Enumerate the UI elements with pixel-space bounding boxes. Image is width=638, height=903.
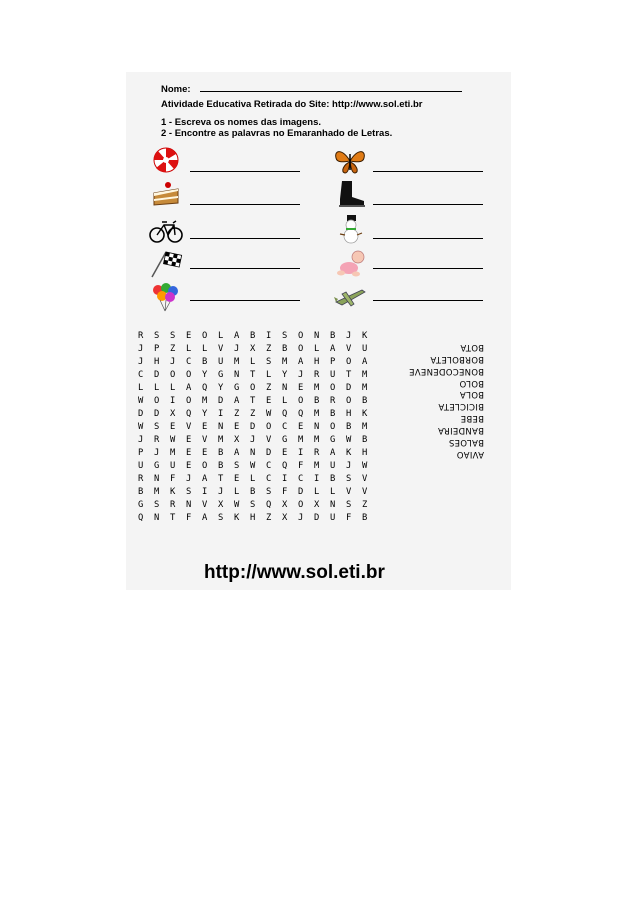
balloons-icon: [148, 282, 184, 312]
word-list-item: BALOES: [448, 437, 484, 448]
grid-cell[interactable]: B: [362, 435, 368, 445]
answer-line-cake[interactable]: [190, 204, 300, 205]
grid-cell[interactable]: A: [202, 513, 208, 523]
grid-cell[interactable]: Q: [138, 513, 144, 523]
grid-cell[interactable]: R: [314, 448, 320, 458]
grid-cell[interactable]: F: [282, 487, 288, 497]
grid-cell[interactable]: S: [250, 500, 256, 510]
grid-cell[interactable]: Z: [170, 344, 176, 354]
grid-cell[interactable]: B: [282, 344, 288, 354]
grid-cell[interactable]: R: [330, 396, 336, 406]
grid-cell[interactable]: O: [202, 331, 208, 341]
grid-cell[interactable]: E: [186, 331, 192, 341]
grid-cell[interactable]: Y: [202, 409, 208, 419]
grid-cell[interactable]: M: [154, 487, 160, 497]
grid-cell[interactable]: S: [266, 487, 272, 497]
grid-cell[interactable]: M: [202, 396, 208, 406]
grid-cell[interactable]: F: [346, 513, 352, 523]
grid-cell[interactable]: Q: [282, 409, 288, 419]
grid-cell[interactable]: I: [218, 409, 224, 419]
grid-cell[interactable]: K: [170, 487, 176, 497]
grid-cell[interactable]: B: [250, 331, 256, 341]
grid-cell[interactable]: N: [154, 474, 160, 484]
grid-cell[interactable]: C: [282, 422, 288, 432]
grid-cell[interactable]: Y: [202, 370, 208, 380]
cake-slice-icon: [148, 179, 184, 209]
grid-cell[interactable]: L: [154, 383, 160, 393]
grid-cell[interactable]: E: [282, 448, 288, 458]
word-search-grid: [138, 330, 378, 525]
grid-cell[interactable]: S: [282, 331, 288, 341]
grid-cell[interactable]: L: [266, 370, 272, 380]
grid-cell[interactable]: B: [362, 396, 368, 406]
grid-cell[interactable]: E: [298, 383, 304, 393]
grid-cell[interactable]: J: [138, 357, 144, 367]
grid-cell[interactable]: S: [170, 331, 176, 341]
grid-cell[interactable]: S: [154, 331, 160, 341]
grid-cell[interactable]: A: [330, 448, 336, 458]
grid-cell[interactable]: L: [234, 487, 240, 497]
grid-cell[interactable]: O: [154, 396, 160, 406]
grid-cell[interactable]: U: [330, 370, 336, 380]
grid-cell[interactable]: W: [170, 435, 176, 445]
grid-cell[interactable]: Z: [266, 383, 272, 393]
grid-cell[interactable]: O: [330, 422, 336, 432]
grid-cell[interactable]: V: [218, 344, 224, 354]
snowman-doll-icon: [332, 214, 368, 244]
grid-cell[interactable]: O: [346, 396, 352, 406]
grid-cell[interactable]: B: [314, 396, 320, 406]
grid-cell[interactable]: S: [186, 487, 192, 497]
grid-cell[interactable]: U: [170, 461, 176, 471]
grid-cell[interactable]: A: [298, 357, 304, 367]
grid-cell[interactable]: W: [138, 422, 144, 432]
word-list-item: AVIAO: [456, 449, 484, 460]
grid-cell[interactable]: A: [202, 474, 208, 484]
grid-cell[interactable]: A: [330, 344, 336, 354]
grid-cell[interactable]: N: [234, 370, 240, 380]
grid-cell[interactable]: N: [282, 383, 288, 393]
grid-cell[interactable]: T: [250, 396, 256, 406]
grid-cell[interactable]: O: [250, 383, 256, 393]
grid-cell[interactable]: T: [170, 513, 176, 523]
bicycle-icon: [148, 217, 184, 247]
grid-cell[interactable]: Y: [218, 383, 224, 393]
grid-cell[interactable]: B: [218, 448, 224, 458]
grid-cell[interactable]: Z: [266, 513, 272, 523]
grid-cell[interactable]: A: [234, 448, 240, 458]
grid-cell[interactable]: Z: [234, 409, 240, 419]
grid-cell[interactable]: C: [138, 370, 144, 380]
grid-cell[interactable]: M: [234, 357, 240, 367]
grid-cell[interactable]: M: [314, 461, 320, 471]
grid-cell[interactable]: M: [298, 435, 304, 445]
grid-cell[interactable]: O: [298, 331, 304, 341]
grid-cell[interactable]: E: [202, 448, 208, 458]
grid-cell[interactable]: G: [218, 370, 224, 380]
grid-cell[interactable]: L: [202, 344, 208, 354]
grid-cell[interactable]: B: [250, 487, 256, 497]
grid-cell[interactable]: L: [314, 487, 320, 497]
grid-cell[interactable]: B: [330, 331, 336, 341]
grid-cell[interactable]: D: [138, 409, 144, 419]
grid-cell[interactable]: C: [186, 357, 192, 367]
grid-cell[interactable]: A: [362, 357, 368, 367]
grid-cell[interactable]: J: [154, 448, 160, 458]
grid-cell[interactable]: B: [330, 409, 336, 419]
grid-cell[interactable]: J: [346, 461, 352, 471]
grid-cell[interactable]: L: [218, 331, 224, 341]
airplane-icon: [332, 282, 368, 312]
grid-cell[interactable]: R: [314, 370, 320, 380]
answer-line-airplane[interactable]: [373, 300, 483, 301]
grid-cell[interactable]: H: [250, 513, 256, 523]
grid-cell[interactable]: I: [282, 474, 288, 484]
grid-cell[interactable]: W: [266, 409, 272, 419]
grid-cell[interactable]: N: [186, 500, 192, 510]
grid-cell[interactable]: E: [298, 422, 304, 432]
grid-cell[interactable]: U: [218, 357, 224, 367]
grid-cell[interactable]: V: [266, 435, 272, 445]
word-list-item: BOTA: [460, 341, 484, 352]
grid-cell[interactable]: D: [298, 487, 304, 497]
grid-cell[interactable]: E: [170, 422, 176, 432]
checkered-flag-icon: [148, 248, 184, 278]
boot-icon: [332, 179, 368, 209]
grid-cell[interactable]: L: [138, 383, 144, 393]
grid-cell[interactable]: Z: [250, 409, 256, 419]
grid-cell[interactable]: L: [330, 487, 336, 497]
grid-cell[interactable]: E: [234, 474, 240, 484]
grid-cell[interactable]: S: [346, 500, 352, 510]
grid-cell[interactable]: I: [202, 487, 208, 497]
grid-cell[interactable]: B: [362, 513, 368, 523]
grid-cell[interactable]: D: [154, 409, 160, 419]
grid-cell[interactable]: S: [266, 357, 272, 367]
word-list-item: BOLO: [459, 377, 484, 388]
grid-cell[interactable]: V: [186, 422, 192, 432]
grid-cell[interactable]: G: [138, 500, 144, 510]
grid-cell[interactable]: M: [314, 383, 320, 393]
grid-cell[interactable]: H: [314, 357, 320, 367]
grid-cell[interactable]: O: [186, 396, 192, 406]
grid-cell[interactable]: G: [282, 435, 288, 445]
grid-cell[interactable]: V: [346, 487, 352, 497]
grid-cell[interactable]: R: [138, 474, 144, 484]
grid-cell[interactable]: D: [154, 370, 160, 380]
grid-cell[interactable]: W: [250, 461, 256, 471]
grid-cell[interactable]: K: [346, 448, 352, 458]
grid-cell[interactable]: O: [330, 383, 336, 393]
grid-cell[interactable]: E: [266, 396, 272, 406]
word-list-item: BONECODENEVE: [408, 365, 484, 376]
grid-cell[interactable]: H: [362, 448, 368, 458]
grid-cell[interactable]: V: [202, 435, 208, 445]
grid-cell[interactable]: N: [314, 422, 320, 432]
grid-cell[interactable]: M: [362, 422, 368, 432]
grid-cell[interactable]: L: [282, 396, 288, 406]
grid-cell[interactable]: B: [202, 357, 208, 367]
instruction-1: 1 - Escreva os nomes das imagens.: [161, 117, 321, 128]
grid-cell[interactable]: J: [138, 344, 144, 354]
grid-cell[interactable]: G: [154, 461, 160, 471]
grid-cell[interactable]: Z: [266, 344, 272, 354]
grid-cell[interactable]: Q: [266, 500, 272, 510]
grid-cell[interactable]: J: [218, 487, 224, 497]
grid-cell[interactable]: T: [218, 474, 224, 484]
grid-cell[interactable]: J: [170, 357, 176, 367]
grid-cell[interactable]: S: [154, 422, 160, 432]
grid-cell[interactable]: H: [154, 357, 160, 367]
grid-cell[interactable]: F: [186, 513, 192, 523]
grid-cell[interactable]: A: [234, 331, 240, 341]
grid-cell[interactable]: E: [186, 435, 192, 445]
grid-cell[interactable]: T: [250, 370, 256, 380]
grid-cell[interactable]: B: [138, 487, 144, 497]
grid-cell[interactable]: M: [362, 383, 368, 393]
instruction-2: 2 - Encontre as palavras no Emaranhado de Letras.: [161, 128, 393, 139]
grid-cell[interactable]: L: [314, 344, 320, 354]
grid-cell[interactable]: I: [170, 396, 176, 406]
grid-cell[interactable]: B: [346, 422, 352, 432]
grid-cell[interactable]: J: [186, 474, 192, 484]
name-answer-line: [200, 91, 462, 92]
grid-cell[interactable]: O: [298, 396, 304, 406]
grid-cell[interactable]: V: [346, 344, 352, 354]
grid-cell[interactable]: T: [346, 370, 352, 380]
grid-cell[interactable]: J: [234, 344, 240, 354]
answer-line-candy[interactable]: [190, 171, 300, 172]
grid-cell[interactable]: W: [234, 500, 240, 510]
grid-cell[interactable]: O: [186, 370, 192, 380]
word-list-item: BEBE: [460, 413, 484, 424]
grid-cell[interactable]: L: [170, 383, 176, 393]
source-line: Atividade Educativa Retirada do Site: http://www.sol.eti.br: [161, 99, 423, 110]
grid-cell[interactable]: J: [298, 513, 304, 523]
grid-cell[interactable]: D: [250, 422, 256, 432]
answer-line-butterfly[interactable]: [373, 171, 483, 172]
grid-cell[interactable]: K: [362, 409, 368, 419]
word-list: [394, 340, 484, 459]
grid-cell[interactable]: J: [138, 435, 144, 445]
grid-cell[interactable]: I: [314, 474, 320, 484]
grid-cell[interactable]: C: [298, 474, 304, 484]
grid-cell[interactable]: F: [170, 474, 176, 484]
grid-cell[interactable]: J: [346, 331, 352, 341]
grid-cell[interactable]: X: [234, 435, 240, 445]
grid-cell[interactable]: Q: [282, 461, 288, 471]
answer-line-bicycle[interactable]: [190, 238, 300, 239]
grid-cell[interactable]: K: [234, 513, 240, 523]
grid-cell[interactable]: I: [266, 331, 272, 341]
grid-cell[interactable]: X: [250, 344, 256, 354]
grid-cell[interactable]: U: [138, 461, 144, 471]
worksheet: [126, 72, 511, 590]
grid-cell[interactable]: K: [362, 331, 368, 341]
grid-cell[interactable]: S: [234, 461, 240, 471]
grid-cell[interactable]: N: [154, 513, 160, 523]
grid-cell[interactable]: E: [202, 422, 208, 432]
grid-cell[interactable]: W: [362, 461, 368, 471]
grid-cell[interactable]: D: [346, 383, 352, 393]
word-list-item: BICICLETA: [438, 401, 484, 412]
grid-cell[interactable]: N: [250, 448, 256, 458]
grid-cell[interactable]: O: [202, 461, 208, 471]
grid-cell[interactable]: X: [218, 500, 224, 510]
grid-cell[interactable]: L: [250, 474, 256, 484]
grid-cell[interactable]: E: [186, 461, 192, 471]
grid-cell[interactable]: J: [250, 435, 256, 445]
grid-cell[interactable]: V: [362, 487, 368, 497]
grid-cell[interactable]: M: [170, 448, 176, 458]
grid-cell[interactable]: F: [298, 461, 304, 471]
grid-cell[interactable]: N: [314, 331, 320, 341]
grid-cell[interactable]: Z: [362, 500, 368, 510]
grid-cell[interactable]: S: [154, 500, 160, 510]
grid-cell[interactable]: B: [218, 461, 224, 471]
grid-cell[interactable]: O: [346, 357, 352, 367]
grid-cell[interactable]: U: [362, 344, 368, 354]
grid-cell[interactable]: O: [298, 344, 304, 354]
butterfly-icon: [332, 146, 368, 176]
grid-cell[interactable]: O: [170, 370, 176, 380]
grid-cell[interactable]: M: [314, 435, 320, 445]
grid-cell[interactable]: R: [154, 435, 160, 445]
grid-cell[interactable]: I: [298, 448, 304, 458]
grid-cell[interactable]: Q: [202, 383, 208, 393]
grid-cell[interactable]: D: [314, 513, 320, 523]
name-label: Nome:: [161, 84, 191, 95]
answer-line-flag[interactable]: [190, 268, 300, 269]
grid-cell[interactable]: X: [282, 513, 288, 523]
word-list-item: BANDEIRA: [437, 425, 484, 436]
word-list-item: BOLA: [459, 389, 484, 400]
grid-cell[interactable]: C: [266, 474, 272, 484]
grid-cell[interactable]: O: [298, 500, 304, 510]
word-list-item: BORBOLETA: [430, 353, 484, 364]
grid-cell[interactable]: X: [314, 500, 320, 510]
answer-line-boot[interactable]: [373, 204, 483, 205]
grid-cell[interactable]: M: [218, 435, 224, 445]
grid-cell[interactable]: D: [218, 396, 224, 406]
grid-cell[interactable]: Y: [282, 370, 288, 380]
footer-url: http://www.sol.eti.br: [204, 562, 385, 583]
grid-cell[interactable]: M: [314, 409, 320, 419]
answer-line-baby[interactable]: [373, 268, 483, 269]
grid-cell[interactable]: D: [266, 448, 272, 458]
grid-cell[interactable]: C: [266, 461, 272, 471]
grid-cell[interactable]: M: [282, 357, 288, 367]
grid-cell[interactable]: P: [154, 344, 160, 354]
grid-cell[interactable]: A: [186, 383, 192, 393]
grid-cell[interactable]: N: [218, 422, 224, 432]
grid-cell[interactable]: P: [330, 357, 336, 367]
grid-cell[interactable]: U: [330, 461, 336, 471]
peppermint-candy-icon: [148, 146, 184, 176]
grid-cell[interactable]: B: [330, 474, 336, 484]
grid-cell[interactable]: J: [298, 370, 304, 380]
grid-cell[interactable]: X: [282, 500, 288, 510]
grid-cell[interactable]: U: [330, 513, 336, 523]
grid-cell[interactable]: R: [138, 331, 144, 341]
grid-cell[interactable]: Q: [186, 409, 192, 419]
grid-cell[interactable]: R: [170, 500, 176, 510]
grid-cell[interactable]: W: [346, 435, 352, 445]
grid-cell[interactable]: X: [170, 409, 176, 419]
grid-cell[interactable]: Q: [298, 409, 304, 419]
grid-cell[interactable]: H: [346, 409, 352, 419]
grid-cell[interactable]: O: [266, 422, 272, 432]
answer-line-snowman[interactable]: [373, 238, 483, 239]
answer-line-balloons[interactable]: [190, 300, 300, 301]
grid-cell[interactable]: W: [138, 396, 144, 406]
grid-cell[interactable]: A: [234, 396, 240, 406]
grid-cell[interactable]: V: [202, 500, 208, 510]
grid-cell[interactable]: P: [138, 448, 144, 458]
grid-cell[interactable]: L: [250, 357, 256, 367]
grid-cell[interactable]: G: [330, 435, 336, 445]
baby-icon: [332, 248, 368, 278]
grid-cell[interactable]: L: [186, 344, 192, 354]
grid-cell[interactable]: S: [218, 513, 224, 523]
grid-cell[interactable]: V: [362, 474, 368, 484]
grid-cell[interactable]: E: [186, 448, 192, 458]
grid-cell[interactable]: N: [330, 500, 336, 510]
grid-cell[interactable]: G: [234, 383, 240, 393]
grid-cell[interactable]: E: [234, 422, 240, 432]
grid-cell[interactable]: S: [346, 474, 352, 484]
grid-cell[interactable]: M: [362, 370, 368, 380]
